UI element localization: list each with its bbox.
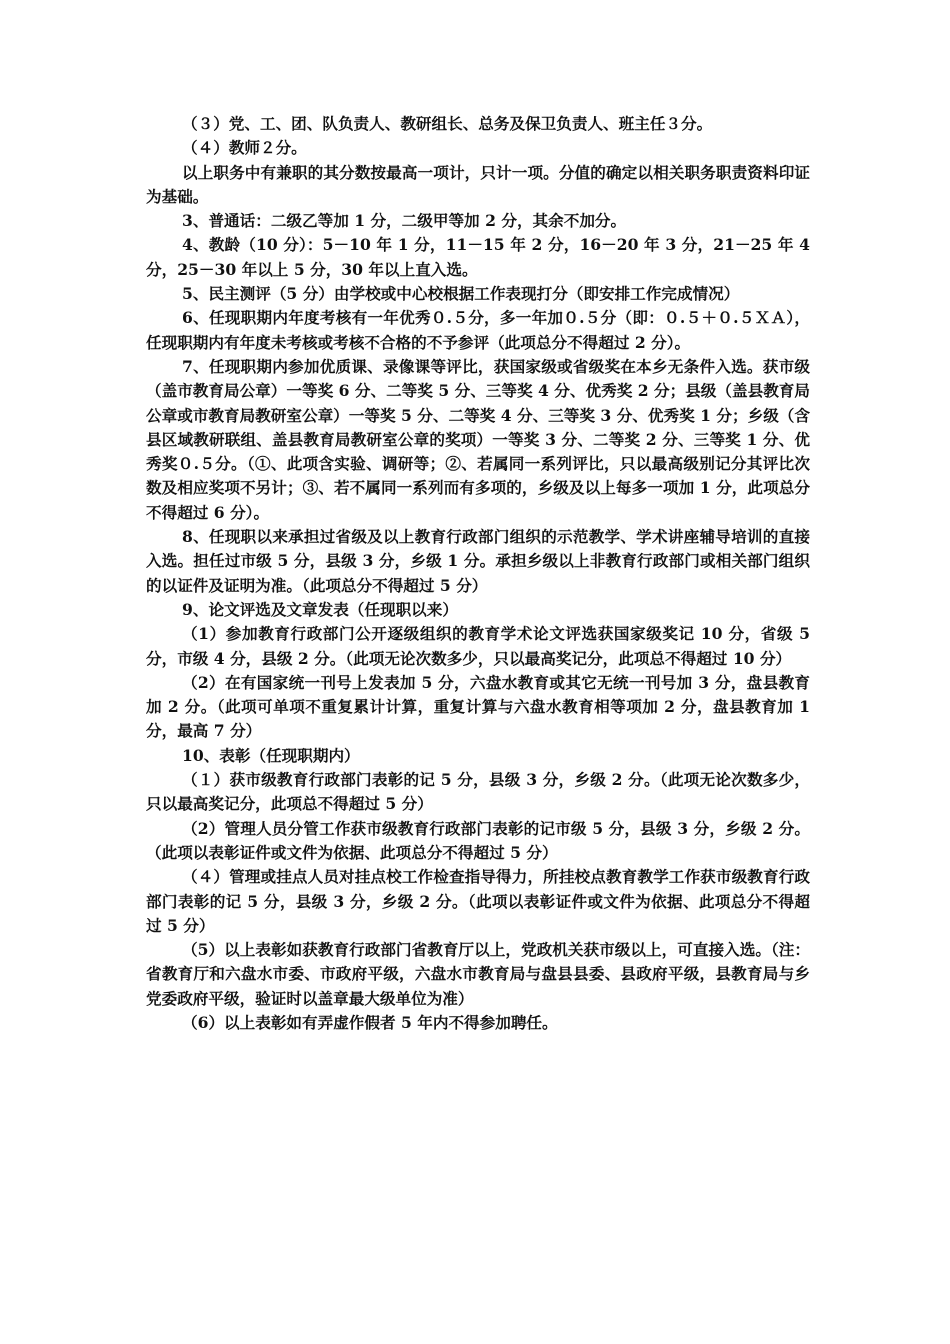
paragraph-mandarin: 3、普通话：二级乙等加 1 分，二级甲等加 2 分，其余不加分。 [182, 211, 627, 231]
paragraph-teaching-years: 4、教龄（10 分）：5－10 年 1 分，11－15 年 2 分，16－20 年 3 分，21－25 年 4 分，25－30 年以上 5 分，30 年以上直入选。 [146, 235, 810, 279]
paragraph-annual-assessment: 6、任现职期内年度考核有一年优秀０.５分，多一年加０.５分（即：０.５＋０.５ＸＡ），任现职期内有年度未考核或考核不合格的不予参评（此项总分不得超过 2 分）。 [146, 308, 810, 352]
paragraph-commendation-4: （４）管理或挂点人员对挂点校工作检查指导得力，所挂校点教育教学工作获市级教育行政部门表彰的记 5 分，县级 3 分，乡级 2 分。（此项以表彰证件或文件为依据、此项总分不得超过 5 分） [146, 867, 810, 935]
paragraph-commendation-2: （2）管理人员分管工作获市级教育行政部门表彰的记市级 5 分，县级 3 分，乡级 2 分。（此项以表彰证件或文件为依据、此项总分不得超过 5 分） [146, 818, 810, 862]
paragraph-commendation-heading: 10、表彰（任现职期内） [182, 745, 360, 765]
paragraph-demonstration-teaching: 8、任现职以来承担过省级及以上教育行政部门组织的示范教学、学术讲座辅导培训的直接入选。担任过市级 5 分，县级 3 分，乡级 1 分。承担乡级以上非教育行政部门或相关部门组织的以证件及证明为准。（此项总分不得超过 5 分） [146, 527, 810, 595]
paragraph-democratic-evaluation: 5、民主测评（5 分）由学校或中心校根据工作表现打分（即安排工作完成情况） [182, 284, 740, 304]
paragraph-commendation-5: （5）以上表彰如获教育行政部门省教育厅以上，党政机关获市级以上，可直接入选。（注：省教育厅和六盘水市委、市政府平级，六盘水市教育局与盘县县委、县政府平级，县教育局与乡党委政府平级，验证时以盖章最大级单位为准） [146, 940, 810, 1008]
paragraph-papers-1: （1）参加教育行政部门公开逐级组织的教育学术论文评选获国家级奖记 10 分，省级 5 分，市级 4 分，县级 2 分。（此项无论次数多少，只以最高奖记分，此项总不得超过 10 分） [146, 624, 810, 668]
paragraph-concurrent-roles: 以上职务中有兼职的其分数按最高一项计，只计一项。分值的确定以相关职务职责资料印证为基础。 [146, 162, 810, 206]
paragraph-quality-lessons: 7、任现职期内参加优质课、录像课等评比，获国家级或省级奖在本乡无条件入选。获市级（盖市教育局公章）一等奖 6 分、二等奖 5 分、三等奖 4 分、优秀奖 2 分；县级（盖县教育局公章或市教育局教研室公章）一等奖 5 分、二等奖 4 分、三等奖 3 分、优秀奖 1 分；乡级（含县区域教研联组、盖县教育局教研室公章的奖项）一等奖 3 分、二等奖 2 分、三等奖 1 分、优秀奖０.５分。（①、此项含实验、调研等；②、若属同一系列评比，只以最高级别记分其评比次数及相应奖项不另计；③、若不属同一系列而有多项的，乡级及以上每多一项加 1 分，此项总分不得超过 6 分）。 [146, 356, 810, 522]
paragraph-commendation-1: （１）获市级教育行政部门表彰的记 5 分，县级 3 分，乡级 2 分。（此项无论次数多少，只以最高奖记分，此项总不得超过 5 分） [146, 770, 810, 814]
paragraph-papers-2: （2）在有国家统一刊号上发表加 5 分，六盘水教育或其它无统一刊号加 3 分，盘县教育加 2 分。（此项可单项不重复累计计算，重复计算与六盘水教育相等项加 2 分，盘县教育加 1 分，最高 7 分） [146, 672, 810, 741]
document-body [146, 112, 810, 1035]
paragraph-papers-heading: 9、论文评选及文章发表（任现职以来） [182, 599, 458, 619]
paragraph-role-4: （４）教师２分。 [182, 138, 307, 158]
paragraph-role-3: （３）党、工、团、队负责人、教研组长、总务及保卫负责人、班主任３分。 [182, 114, 713, 133]
paragraph-commendation-6: （6）以上表彰如有弄虚作假者 5 年内不得参加聘任。 [182, 1012, 558, 1032]
